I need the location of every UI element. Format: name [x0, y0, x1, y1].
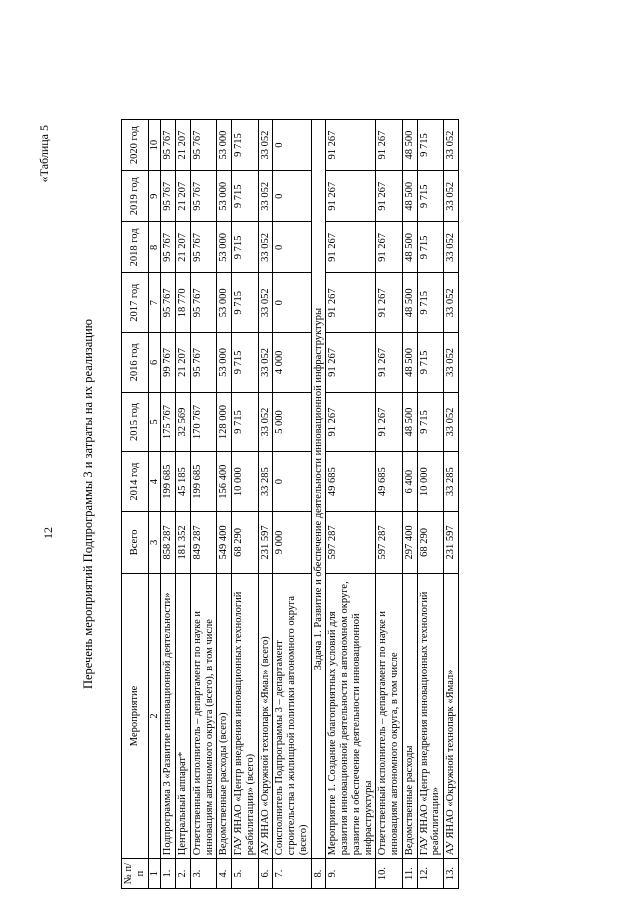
value-cell: 9 715: [232, 120, 259, 171]
table-row: [258, 120, 273, 889]
value-cell: 0: [273, 273, 311, 333]
table-row: [402, 120, 417, 889]
value-cell: 33 052: [444, 392, 459, 452]
value-cell: 0: [273, 222, 311, 273]
value-cell: 95 767: [161, 171, 176, 222]
value-cell: 95 767: [190, 333, 217, 393]
activity-name: Ведомственные расходы (всего): [217, 573, 232, 858]
activity-name: АУ ЯНАО «Окружной технопарк «Ямал» (всего): [258, 573, 273, 858]
header-cell: 2016 год: [122, 333, 149, 393]
header-cell: 2015 год: [122, 392, 149, 452]
value-cell: 33 052: [444, 333, 459, 393]
value-cell: 21 207: [176, 333, 191, 393]
value-cell: 4 000: [273, 333, 311, 393]
value-cell: 32 569: [176, 392, 191, 452]
value-cell: 53 000: [217, 273, 232, 333]
value-cell: 48 500: [402, 333, 417, 393]
table-row: [190, 120, 217, 889]
value-cell: 91 267: [326, 273, 376, 333]
value-cell: 91 267: [376, 222, 403, 273]
value-cell: 48 500: [402, 222, 417, 273]
value-cell: 91 267: [376, 392, 403, 452]
value-cell: 33 052: [258, 273, 273, 333]
value-cell: 91 267: [376, 333, 403, 393]
value-cell: 5 000: [273, 392, 311, 452]
value-cell: 91 267: [376, 171, 403, 222]
activity-name: Ведомственные расходы: [402, 573, 417, 858]
value-cell: 91 267: [326, 392, 376, 452]
row-number: 9.: [326, 859, 376, 889]
activity-name: Мероприятие 1. Создание благоприятных условий для развития инновационной деятельности в автономном округе, развитие и обеспечение деятельности инновационной инфраструктуры: [326, 573, 376, 858]
header-cell: 2017 год: [122, 273, 149, 333]
value-cell: 91 267: [326, 222, 376, 273]
value-cell: 0: [273, 452, 311, 512]
activity-name: ГАУ ЯНАО «Центр внедрения инновационных технологий реабилитации» (всего): [232, 573, 259, 858]
value-cell: 9 715: [417, 120, 444, 171]
value-cell: 33 052: [258, 392, 273, 452]
value-cell: 95 767: [190, 171, 217, 222]
table-row: [444, 120, 459, 889]
value-cell: 53 000: [217, 222, 232, 273]
row-number: 13.: [444, 859, 459, 889]
value-cell: 181 352: [176, 511, 191, 573]
activity-name: Ответственный исполнитель – департамент по науке и инновациям автономного округа (всего), в том числе: [190, 573, 217, 858]
value-cell: 95 767: [190, 120, 217, 171]
value-cell: 9 715: [232, 392, 259, 452]
table-row: [176, 120, 191, 889]
header-cell: 2019 год: [122, 171, 149, 222]
value-cell: 95 767: [190, 222, 217, 273]
page-number: 12: [41, 527, 55, 539]
expenses-table: [121, 119, 459, 889]
row-number: 7.: [273, 859, 311, 889]
rotated-content: [37, 119, 581, 889]
value-cell: 91 267: [376, 273, 403, 333]
value-cell: 49 685: [376, 452, 403, 512]
row-number: 8.: [311, 859, 326, 889]
activity-name: Соисполнитель Подпрограммы 3 – департамент строительства и жилищной политики автономного округа (всего): [273, 573, 311, 858]
column-number: 1: [148, 859, 161, 889]
header-cell: Мероприятие: [122, 573, 149, 858]
value-cell: 18 770: [176, 273, 191, 333]
row-number: 1.: [161, 859, 176, 889]
row-number: 3.: [190, 859, 217, 889]
value-cell: 49 685: [326, 452, 376, 512]
value-cell: 175 767: [161, 392, 176, 452]
row-number: 10.: [376, 859, 403, 889]
value-cell: 33 052: [258, 171, 273, 222]
value-cell: 91 267: [326, 333, 376, 393]
value-cell: 231 597: [258, 511, 273, 573]
value-cell: 21 207: [176, 222, 191, 273]
value-cell: 9 715: [417, 333, 444, 393]
value-cell: 849 287: [190, 511, 217, 573]
column-number: 8: [148, 222, 161, 273]
value-cell: 0: [273, 120, 311, 171]
value-cell: 48 500: [402, 273, 417, 333]
value-cell: 33 052: [258, 120, 273, 171]
value-cell: 48 500: [402, 120, 417, 171]
value-cell: 9 715: [417, 222, 444, 273]
value-cell: 170 767: [190, 392, 217, 452]
value-cell: 33 052: [444, 171, 459, 222]
value-cell: 9 715: [232, 171, 259, 222]
value-cell: 91 267: [326, 120, 376, 171]
value-cell: 33 052: [258, 333, 273, 393]
value-cell: 53 000: [217, 120, 232, 171]
activity-name: ГАУ ЯНАО «Центр внедрения инновационных технологий реабилитации»: [417, 573, 444, 858]
value-cell: 99 767: [161, 333, 176, 393]
value-cell: 33 285: [258, 452, 273, 512]
value-cell: 45 185: [176, 452, 191, 512]
value-cell: 21 207: [176, 120, 191, 171]
header-cell: 2020 год: [122, 120, 149, 171]
value-cell: 9 715: [417, 273, 444, 333]
column-number-row: [148, 120, 161, 889]
table-row: [273, 120, 311, 889]
value-cell: 33 285: [444, 452, 459, 512]
value-cell: 33 052: [444, 222, 459, 273]
row-number: 6.: [258, 859, 273, 889]
value-cell: 68 290: [232, 511, 259, 573]
header-cell: № п/п: [122, 859, 149, 889]
activity-name: АУ ЯНАО «Окружной технопарк «Ямал»: [444, 573, 459, 858]
value-cell: 128 000: [217, 392, 232, 452]
value-cell: 53 000: [217, 171, 232, 222]
value-cell: 10 000: [232, 452, 259, 512]
value-cell: 95 767: [161, 222, 176, 273]
table-row: [417, 120, 444, 889]
value-cell: 9 715: [232, 273, 259, 333]
table-row: [217, 120, 232, 889]
table-row: [376, 120, 403, 889]
column-number: 4: [148, 452, 161, 512]
value-cell: 95 767: [190, 273, 217, 333]
value-cell: 48 500: [402, 171, 417, 222]
table-row: [311, 120, 326, 889]
table-row: [326, 120, 376, 889]
column-number: 5: [148, 392, 161, 452]
column-number: 10: [148, 120, 161, 171]
row-number: 2.: [176, 859, 191, 889]
value-cell: 297 400: [402, 511, 417, 573]
row-number: 11.: [402, 859, 417, 889]
table-row: [161, 120, 176, 889]
column-number: 6: [148, 333, 161, 393]
value-cell: 33 052: [258, 222, 273, 273]
activity-name: Ответственный исполнитель – департамент по науке и инновациям автономного округа, в том числе: [376, 573, 403, 858]
value-cell: 9 000: [273, 511, 311, 573]
header-row: [122, 120, 149, 889]
value-cell: 33 052: [444, 120, 459, 171]
table-row: [232, 120, 259, 889]
column-number: 3: [148, 511, 161, 573]
value-cell: 9 715: [417, 392, 444, 452]
value-cell: 10 000: [417, 452, 444, 512]
value-cell: 33 052: [444, 273, 459, 333]
value-cell: 597 287: [326, 511, 376, 573]
value-cell: 199 685: [161, 452, 176, 512]
value-cell: 48 500: [402, 392, 417, 452]
table-label: «Таблица 5: [37, 125, 51, 183]
value-cell: 858 287: [161, 511, 176, 573]
column-number: 7: [148, 273, 161, 333]
header-cell: 2014 год: [122, 452, 149, 512]
value-cell: 0: [273, 171, 311, 222]
value-cell: 9 715: [417, 171, 444, 222]
row-number: 12.: [417, 859, 444, 889]
value-cell: 53 000: [217, 333, 232, 393]
value-cell: 199 685: [190, 452, 217, 512]
value-cell: 549 400: [217, 511, 232, 573]
value-cell: 9 715: [232, 333, 259, 393]
value-cell: 91 267: [326, 171, 376, 222]
task-heading: Задача 1. Развитие и обеспечение деятельности инновационной инфраструктуры: [311, 120, 326, 859]
value-cell: 68 290: [417, 511, 444, 573]
table-title: Перечень мероприятий Подпрограммы 3 и затраты на их реализацию: [81, 318, 95, 690]
value-cell: 95 767: [161, 120, 176, 171]
value-cell: 21 207: [176, 171, 191, 222]
value-cell: 95 767: [161, 273, 176, 333]
activity-name: Подпрограмма 3 «Развитие инновационной деятельности»: [161, 573, 176, 858]
activity-name: Центральный аппарат*: [176, 573, 191, 858]
header-cell: Всего: [122, 511, 149, 573]
row-number: 4.: [217, 859, 232, 889]
value-cell: 231 597: [444, 511, 459, 573]
column-number: 2: [148, 573, 161, 858]
value-cell: 9 715: [232, 222, 259, 273]
table-body: [161, 120, 459, 889]
row-number: 5.: [232, 859, 259, 889]
header-cell: 2018 год: [122, 222, 149, 273]
value-cell: 156 400: [217, 452, 232, 512]
value-cell: 6 400: [402, 452, 417, 512]
column-number: 9: [148, 171, 161, 222]
value-cell: 91 267: [376, 120, 403, 171]
value-cell: 597 287: [376, 511, 403, 573]
